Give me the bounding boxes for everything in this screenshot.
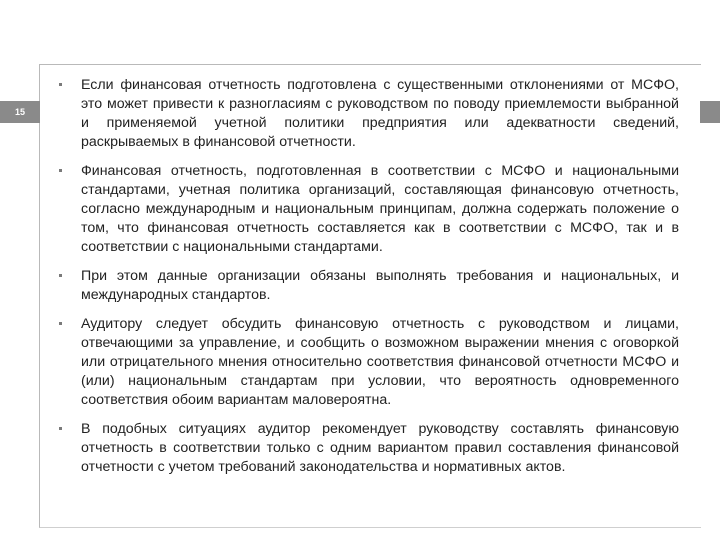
bullet-icon [59,274,62,277]
decorative-bar [700,101,720,123]
list-item [57,267,679,305]
bullet-icon [59,322,62,325]
bullet-text: Если финансовая отчетность подготовлена с существенными отклонениями от МСФО, это может привести к разногласиям с руководством по поводу приемлемости выбранной и применяемой учетной политики предприятия или адекватности сведений, раскрываемых в финансовой отчетности. [81,77,679,150]
list-item [57,315,679,410]
list-item [57,420,679,477]
bullet-icon [59,83,62,86]
bullet-text: Аудитору следует обсудить финансовую отчетность с руководством и лицами, отвечающими за управление, и сообщить о возможном выражении мнения с оговоркой или отрицательного мнения относительно соответствия финансовой отчетности МСФО и (или) национальным стандартам при условии, что вероятность одновременного соответствия обоим вариантам маловероятна. [81,316,679,408]
bullet-icon [59,169,62,172]
bullet-text: Финансовая отчетность, подготовленная в соответствии с МСФО и национальными стандартами, учетная политика организаций, составляющая финансовую отчетность, согласно международным и национальным принципам, должна содержать положение о том, что финансовая отчетность составляется как в соответствии с МСФО, так и в соответствии с национальными стандартами. [81,163,679,255]
bullet-text: В подобных ситуациях аудитор рекомендует руководству составлять финансовую отчетность в соответствии только с одним вариантом правил составления финансовой отчетности с учетом требований законодательства и нормативных актов. [81,421,679,475]
list-item [57,76,679,152]
bullet-list [57,76,679,487]
bullet-text: При этом данные организации обязаны выполнять требования и национальных, и международных стандартов. [81,268,679,303]
list-item [57,162,679,257]
bullet-icon [59,427,62,430]
slide-number: 15 [0,101,40,123]
